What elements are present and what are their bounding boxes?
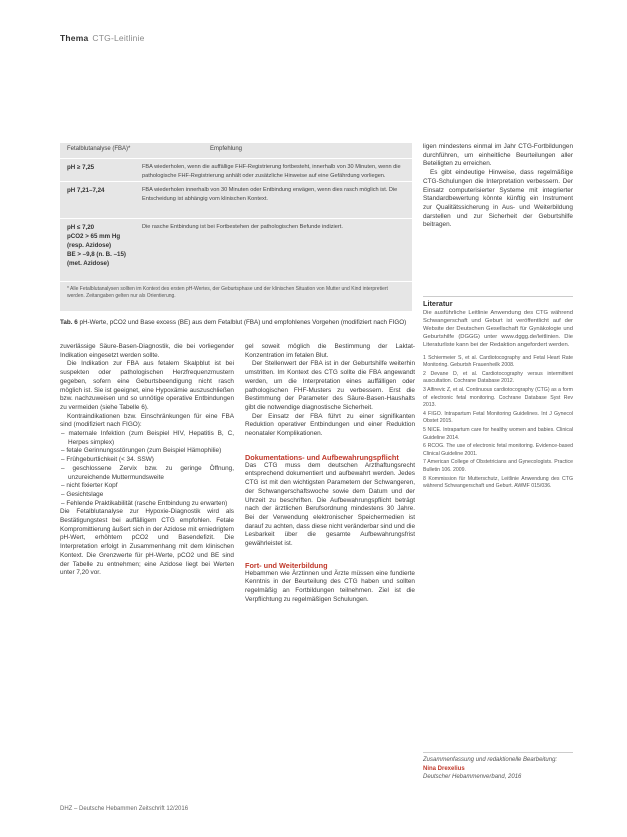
paragraph: Der Stellenwert der FBA ist in der Geburtshilfe weiterhin umstritten. Im Kontext des CTG sollte die FBA angewandt werden, um die Interpretation eines auffälligen oder pathologischen FHF-Musters zu verbessern. Erst die Bestimmung der Parameter des Säure-Basen-Haushalts gibt die notwendige diagnostische Sicherheit. — [245, 360, 415, 411]
list-item: – Fehlende Praktikabilität (rasche Entbindung zu erwarten) — [68, 500, 234, 509]
right-column — [423, 143, 573, 230]
header-brand: Thema — [60, 33, 89, 43]
paragraph: Die Fetalblutanalyse zur Hypoxie-Diagnostik wird als Bestätigungstest bei auffälligem CTG empfohlen. Fetale Kompromittierung äußert sich in der Azidose mit erniedrigtem pH-Wert, erhöhtem pCO2 und Basendefizit. Die Interpretation erfolgt in Zusammenhang mit dem klinischen Kontext. Die Grenzwerte für pH-Werte, pCO2 und BE sind der Tabelle zu entnehmen; eine Azidose liegt bei Werten unter 7,20 vor. — [60, 508, 234, 577]
contraindication-list — [60, 430, 234, 508]
table-row-value: Die rasche Entbindung ist bei Fortbestehen der pathologischen Befunde indiziert. — [142, 224, 343, 230]
table-caption — [60, 318, 410, 327]
author-note-line: Zusammenfassung und redaktionelle Bearbeitung: — [423, 757, 558, 763]
reference-item: 1 Schiermeier S, et al. Cardiotocography and Fetal Heart Rate Monitoring. Geburtsh Frauenheilk 2008. — [423, 354, 573, 369]
paragraph: gel soweit möglich die Bestimmung der Laktat-Konzentration im fetalen Blut. — [245, 343, 415, 359]
left-column — [60, 343, 234, 578]
paragraph: Das CTG muss dem deutschen Arzthaftungsrecht entsprechend dokumentiert und aufbewahrt werden. Jedes CTG ist mit den wichtigsten Parametern der Schwangeren, der Schwangerschaftswoche sowie dem Datum und der Uhrzeit zu beschriften. Die Aufbewahrungspflicht beträgt nach der ärztlichen Berufsordnung mindestens 30 Jahre. Bei der Verwendung elektronischer Speichermedien ist darauf zu achten, dass diese nicht veränderbar sind und die Lesbarkeit über die gesamte Aufbewahrungsfrist gewährleistet ist. — [245, 461, 415, 548]
paragraph: Es gibt eindeutige Hinweise, dass regelmäßige CTG-Schulungen die Interpretation verbessern. Der Einsatz computerisierter Systeme mit integrierter Standardbewertung könnte künftig ein Instrument zur Qualitätssicherung in Aus- und Weiterbildung darstellen und zur Sicherheit der Geburtshilfe beitragen. — [423, 169, 573, 229]
list-item: – Gesichtslage — [68, 491, 234, 500]
paragraph: Hebammen wie Ärztinnen und Ärzte müssen eine fundierte Kenntnis in der Beurteilung des CTG haben und sollten regelmäßig an Fortbildungen teilnehmen. Ziel ist die Verpflichtung zu regelmäßigen Schulungen. — [245, 569, 415, 603]
reference-item: 6 RCOG. The use of electronic fetal monitoring. Evidence-based Clinical Guideline 2001. — [423, 443, 573, 457]
paragraph: ligen mindestens einmal im Jahr CTG-Fortbildungen durchführen, um einheitliche Beurteilungen aller Beteiligten zu erreichen. — [423, 143, 573, 168]
author-name: Nina Drexelius — [423, 765, 465, 772]
table-caption-text: pH-Werte, pCO2 und Base excess (BE) aus dem Fetalblut (FBA) und empfohlenes Vorgehen (modifiziert nach FIGO) — [79, 319, 407, 326]
list-item: – fetale Gerinnungsstörungen (zum Beispiel Hämophilie) — [68, 447, 234, 456]
table-row-key: pH 7,21–7,24 — [67, 187, 105, 194]
table-row — [60, 182, 412, 219]
paragraph: zuverlässige Säure-Basen-Diagnostik, die bei vorliegender Indikation eingesetzt werden sollte. — [60, 343, 234, 359]
header-section: CTG-Leitlinie — [92, 33, 145, 43]
table-row — [60, 159, 412, 182]
author-note-line: Deutscher Hebammenverband, 2016 — [423, 774, 522, 781]
table-row — [60, 219, 412, 282]
table-row-value: FBA wiederholen innerhalb von 30 Minuten oder Entbindung erwägen, wenn dies rasch möglich ist. Die Entscheidung ist abhängig vom klinischen Kontext. — [142, 187, 398, 202]
divider — [423, 752, 573, 753]
table-row-key: pH ≤ 7,20 pCO2 > 65 mm Hg (resp. Azidose) BE > –9,8 (n. B. –15) (met. Azidose) — [67, 224, 126, 267]
paragraph: Kontraindikationen bzw. Einschränkungen für eine FBA sind (modifiziert nach FIGO): — [60, 412, 234, 429]
list-item: – Frühgeburtlichkeit (< 34. SSW) — [68, 456, 234, 465]
literature-heading: Literatur — [423, 299, 453, 308]
page-footer: DHZ – Deutsche Hebammen Zeitschrift 12/2016 — [60, 806, 189, 812]
author-note — [423, 756, 573, 782]
literature-section — [423, 300, 573, 492]
section-heading: Fort- und Weiterbildung — [245, 560, 328, 570]
reference-list — [423, 355, 573, 491]
reference-item: 5 NICE. Intrapartum care for healthy women and babies. Clinical Guideline 2014. — [423, 427, 573, 441]
reference-item: 8 Kommission für Mutterschutz, Leitlinie Anwendung des CTG während Schwangerschaft und Geburt. AWMF 015/036. — [423, 475, 573, 490]
list-item: – geschlossene Zervix bzw. zu geringe Öffnung, unzureichende Muttermundsweite — [68, 465, 234, 482]
table-caption-label: Tab. 6 — [60, 319, 78, 326]
paragraph: Die Indikation zur FBA aus fetalem Skalpblut ist bei suspekten oder pathologischen Herzfrequenzmustern gegeben, sofern eine Geburtsbeendigung nicht rasch möglich ist. Sie ist geeignet, eine Hypoxämie auszuschließen bzw. nachzuweisen und so unnötige operative Entbindungen zu vermeiden (siehe Tabelle 6). — [60, 360, 234, 411]
table-row-key: pH ≥ 7,25 — [67, 164, 95, 171]
table-header — [60, 143, 412, 159]
table-col2-header: Empfehlung — [210, 146, 243, 152]
table-footnote: * Alle Fetalblutanalysen sollten im Kontext des ersten pH-Wertes, der Geburtsphase und der klinischen Situation von Mutter und Kind interpretiert werden. Zeitangaben gelten nur als Orientierung. — [67, 286, 388, 299]
section-heading: Dokumentations- und Aufbewahrungspflicht — [245, 452, 399, 462]
reference-item: 3 Alfirevic Z, et al. Continuous cardiotocography (CTG) as a form of electronic fetal monitoring. Cochrane Database Syst Rev 2013. — [423, 387, 573, 409]
divider — [423, 296, 573, 297]
paragraph: Der Einsatz der FBA führt zu einer signifikanten Reduktion operativer Entbindungen und einer Reduktion neonataler Komplikationen. — [245, 412, 415, 438]
literature-text: Die ausführliche Leitlinie Anwendung des CTG während Schwangerschaft und Geburt ist veröffentlicht auf der Website der Deutschen Gesellschaft für Gynäkologie und Geburtshilfe (DGGG) unter www.dggg.de/leitlinien. Die Literaturliste kann bei der Redaktion angefordert werden. — [423, 309, 573, 348]
list-item: – nicht fixierter Kopf — [68, 482, 234, 491]
list-item: – maternale Infektion (zum Beispiel HIV, Hepatitis B, C, Herpes simplex) — [68, 430, 234, 447]
reference-item: 4 FIGO. Intrapartum Fetal Monitoring Guidelines. Int J Gynecol Obstet 2015. — [423, 410, 573, 425]
reference-item: 2 Devane D, et al. Cardiotocography versus intermittent auscultation. Cochrane Database 2012. — [423, 370, 573, 385]
table-box — [60, 143, 412, 311]
table-row-value: FBA wiederholen, wenn die auffällige FHF-Registrierung fortbesteht, innerhalb von 30 Minuten, wenn die pathologische FHF-Registrierung anhält oder zusätzliche Hinweise auf eine Gefährdung vorliegen. — [142, 164, 401, 179]
table-col1-header: Fetalblutanalyse (FBA)* — [67, 146, 131, 152]
reference-item: 7 American College of Obstetricians and Gynecologists. Practice Bulletin 106. 2009. — [423, 459, 573, 474]
middle-column — [245, 343, 415, 605]
page-header — [60, 33, 145, 43]
